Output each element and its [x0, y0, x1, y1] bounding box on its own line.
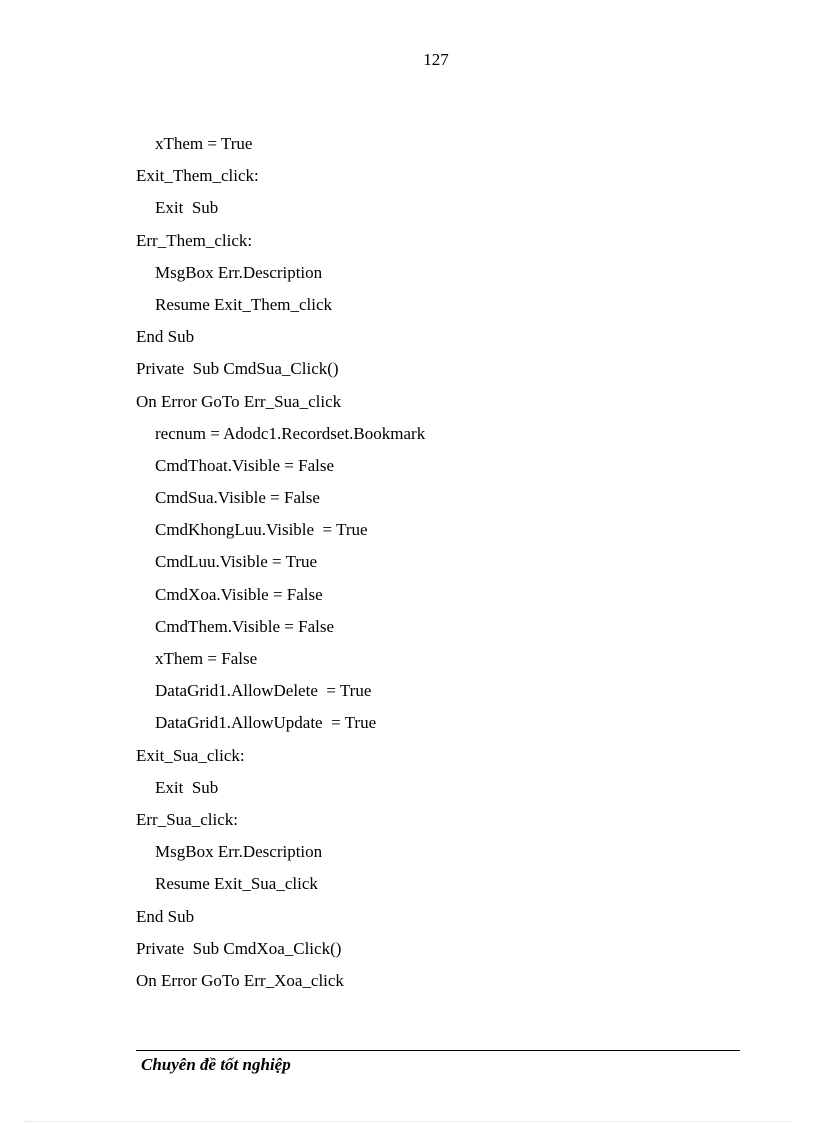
code-line: CmdXoa.Visible = False [155, 584, 323, 604]
code-line: xThem = False [155, 649, 258, 668]
code-line: CmdLuu.Visible = True [155, 552, 318, 572]
code-line: DataGrid1.AllowDelete = True [155, 681, 372, 701]
code-line: On Error GoTo Err_Xoa_click [136, 970, 344, 990]
code-line: xThem = True [155, 134, 253, 153]
code-line: Private Sub CmdSua_Click() [136, 359, 339, 379]
code-line: Resume Exit_Them_click [155, 294, 333, 314]
code-line: Err_Them_click: [136, 230, 253, 250]
code-line: CmdThem.Visible = False [155, 616, 335, 636]
code-line: MsgBox Err.Description [155, 262, 323, 282]
code-line: MsgBox Err.Description [155, 842, 323, 862]
code-line: Private Sub CmdXoa_Click() [136, 938, 342, 958]
code-line: Resume Exit_Sua_click [155, 874, 318, 894]
code-block [136, 131, 756, 1000]
code-line: Err_Sua_click: [136, 809, 238, 829]
code-line: Exit_Sua_click: [136, 745, 245, 765]
code-line: End Sub [136, 327, 195, 347]
code-line: DataGrid1.AllowUpdate = True [155, 713, 377, 733]
footer-divider [136, 1050, 740, 1051]
page-bottom-edge [24, 1121, 792, 1122]
footer-title: Chuyên đề tốt nghiệp [141, 1055, 291, 1074]
code-line: On Error GoTo Err_Sua_click [136, 391, 342, 411]
code-line: Exit_Them_click: [136, 166, 259, 186]
code-line: CmdThoat.Visible = False [155, 455, 335, 475]
code-line: Exit Sub [155, 198, 219, 218]
code-line: End Sub [136, 906, 195, 926]
page-number: 127 [423, 50, 449, 69]
code-line: CmdKhongLuu.Visible = True [155, 520, 368, 540]
code-line: recnum = Adodc1.Recordset.Bookmark [155, 423, 426, 443]
code-line: Exit Sub [155, 777, 219, 797]
code-line: CmdSua.Visible = False [155, 488, 320, 508]
